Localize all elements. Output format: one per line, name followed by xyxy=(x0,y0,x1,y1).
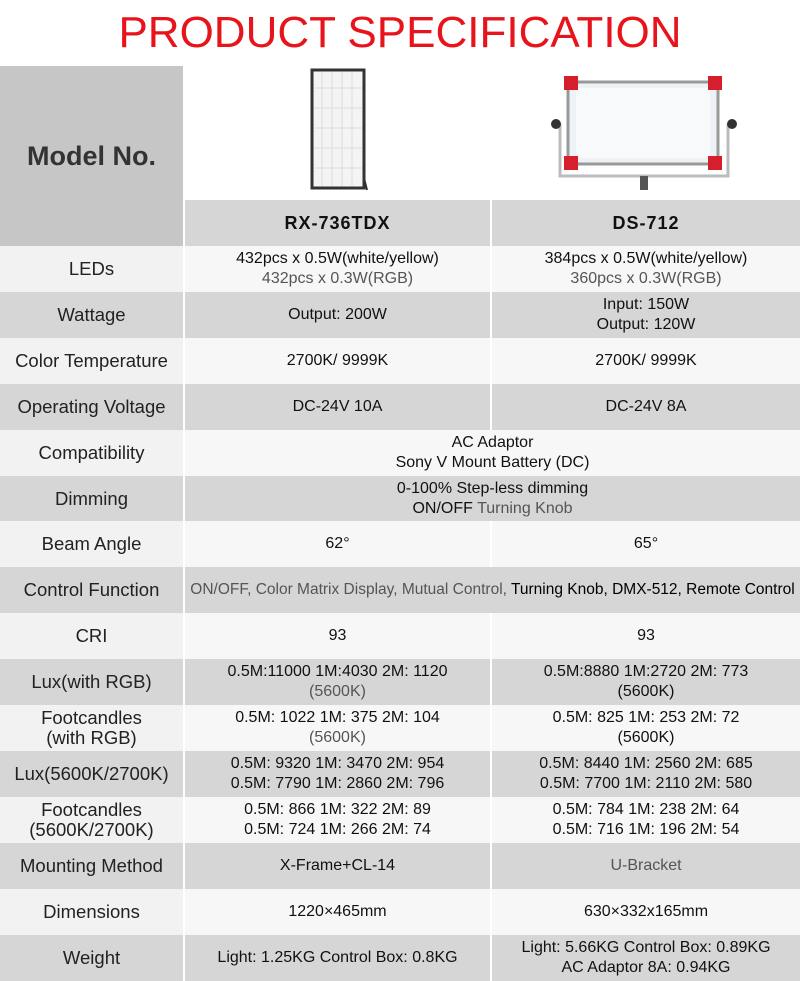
fc-rgb-ct: (5600K) xyxy=(617,729,675,746)
control-part-1: ON/OFF, Color Matrix Display, Mutual Control, xyxy=(190,581,507,598)
row-label-beam-angle: Beam Angle xyxy=(0,521,184,567)
table-row xyxy=(0,338,800,384)
lux-rgb-ds712 xyxy=(491,659,800,705)
dimming-value xyxy=(184,476,800,521)
row-label-mounting-method: Mounting Method xyxy=(0,843,184,889)
color-temp-ds712: 2700K/ 9999K xyxy=(491,338,800,384)
leds-value-2: 432pcs x 0.3W(RGB) xyxy=(261,270,414,287)
weight-light-box: Light: 5.66KG Control Box: 0.89KG xyxy=(521,939,771,956)
fc-2700k: 0.5M: 724 1M: 266 2M: 74 xyxy=(244,821,431,838)
weight-adaptor: AC Adaptor 8A: 0.94KG xyxy=(561,959,731,976)
product-image-ds712 xyxy=(491,66,800,200)
mounting-ds712: U-Bracket xyxy=(491,843,800,889)
row-label-dimensions: Dimensions xyxy=(0,889,184,935)
lux-rgb-values: 0.5M:8880 1M:2720 2M: 773 xyxy=(543,663,749,680)
fc-ct-rx736tdx xyxy=(184,797,491,843)
fc-5600k: 0.5M: 866 1M: 322 2M: 89 xyxy=(244,801,431,818)
table-row xyxy=(0,521,800,567)
table-row xyxy=(0,659,800,705)
dimming-line-1: 0-100% Step-less dimming xyxy=(396,479,589,497)
leds-ds712 xyxy=(491,246,800,292)
dimming-knob: Turning Knob xyxy=(477,499,573,517)
model-name-ds712: DS-712 xyxy=(491,200,800,246)
dimming-line-2 xyxy=(185,499,800,519)
control-function-value xyxy=(184,567,800,613)
row-label-compatibility: Compatibility xyxy=(0,430,184,476)
table-row xyxy=(0,797,800,843)
wattage-rx736tdx: Output: 200W xyxy=(184,292,491,338)
leds-value-2: 360pcs x 0.3W(RGB) xyxy=(570,270,722,287)
fc-rgb-rx736tdx xyxy=(184,705,491,751)
table-row xyxy=(0,246,800,292)
compat-line-1: AC Adaptor xyxy=(451,434,534,451)
table-row xyxy=(0,567,800,613)
model-image-row xyxy=(0,66,800,200)
voltage-rx736tdx: DC-24V 10A xyxy=(184,384,491,430)
lux-rgb-ct: (5600K) xyxy=(617,683,675,700)
cri-ds712: 93 xyxy=(491,613,800,659)
table-row xyxy=(0,843,800,889)
lux-rgb-ct: (5600K) xyxy=(309,683,366,700)
lux-rgb-rx736tdx xyxy=(184,659,491,705)
fc-ct-ds712 xyxy=(491,797,800,843)
leds-value-1: 432pcs x 0.5W(white/yellow) xyxy=(236,250,439,267)
lux-ct-rx736tdx xyxy=(184,751,491,797)
model-name-rx736tdx: RX-736TDX xyxy=(184,200,491,246)
cri-rx736tdx: 93 xyxy=(184,613,491,659)
weight-rx736tdx: Light: 1.25KG Control Box: 0.8KG xyxy=(184,935,491,981)
mounting-rx736tdx: X-Frame+CL-14 xyxy=(184,843,491,889)
table-row xyxy=(0,705,800,751)
row-label-cri: CRI xyxy=(0,613,184,659)
wattage-ds712 xyxy=(491,292,800,338)
fc-rgb-ct: (5600K) xyxy=(309,729,366,746)
lux-2700k: 0.5M: 7700 1M: 2110 2M: 580 xyxy=(539,775,753,792)
fc-2700k: 0.5M: 716 1M: 196 2M: 54 xyxy=(552,821,740,838)
fc-rgb-values: 0.5M: 825 1M: 253 2M: 72 xyxy=(552,709,740,726)
page-title: PRODUCT SPECIFICATION xyxy=(118,8,682,57)
table-row xyxy=(0,292,800,338)
spec-table xyxy=(0,66,800,981)
label-line-2: (5600K/2700K) xyxy=(29,819,154,840)
product-image-rx736tdx xyxy=(184,66,491,200)
dimensions-ds712: 630×332x165mm xyxy=(491,889,800,935)
color-temp-rx736tdx: 2700K/ 9999K xyxy=(184,338,491,384)
row-label-wattage: Wattage xyxy=(0,292,184,338)
label-line-2: (with RGB) xyxy=(46,727,137,748)
table-row xyxy=(0,889,800,935)
table-row xyxy=(0,384,800,430)
compat-line-2: Sony V Mount Battery (DC) xyxy=(395,454,590,471)
row-label-color-temperature: Color Temperature xyxy=(0,338,184,384)
row-label-footcandles-ct xyxy=(0,797,184,843)
dimming-onoff: ON/OFF xyxy=(412,499,473,517)
lux-5600k: 0.5M: 8440 1M: 2560 2M: 685 xyxy=(539,755,753,772)
lux-2700k: 0.5M: 7790 1M: 2860 2M: 796 xyxy=(230,775,445,792)
fc-rgb-ds712 xyxy=(491,705,800,751)
beam-rx736tdx: 62° xyxy=(184,521,491,567)
voltage-ds712: DC-24V 8A xyxy=(491,384,800,430)
row-label-operating-voltage: Operating Voltage xyxy=(0,384,184,430)
compatibility-value xyxy=(184,430,800,476)
flexible-panel-icon xyxy=(308,68,368,192)
weight-ds712 xyxy=(491,935,800,981)
dimensions-rx736tdx: 1220×465mm xyxy=(184,889,491,935)
wattage-output: Output: 120W xyxy=(596,316,696,333)
table-row xyxy=(0,613,800,659)
fc-rgb-values: 0.5M: 1022 1M: 375 2M: 104 xyxy=(235,709,440,726)
label-line-1: Footcandles xyxy=(41,799,142,820)
wattage-input: Input: 150W xyxy=(602,296,690,313)
control-part-2: Turning Knob, DMX-512, Remote Control xyxy=(510,581,795,598)
model-label: Model No. xyxy=(0,66,184,246)
led-panel-icon xyxy=(546,68,746,192)
leds-rx736tdx xyxy=(184,246,491,292)
table-row xyxy=(0,476,800,521)
table-row xyxy=(0,935,800,981)
row-label-weight: Weight xyxy=(0,935,184,981)
row-label-lux-ct: Lux(5600K/2700K) xyxy=(0,751,184,797)
lux-rgb-values: 0.5M:11000 1M:4030 2M: 1120 xyxy=(227,663,448,680)
row-label-leds: LEDs xyxy=(0,246,184,292)
row-label-dimming: Dimming xyxy=(0,476,184,521)
fc-5600k: 0.5M: 784 1M: 238 2M: 64 xyxy=(552,801,740,818)
lux-ct-ds712 xyxy=(491,751,800,797)
row-label-footcandles-rgb xyxy=(0,705,184,751)
row-label-lux-rgb: Lux(with RGB) xyxy=(0,659,184,705)
beam-ds712: 65° xyxy=(491,521,800,567)
row-label-control-function: Control Function xyxy=(0,567,184,613)
lux-5600k: 0.5M: 9320 1M: 3470 2M: 954 xyxy=(230,755,445,772)
table-row xyxy=(0,430,800,476)
table-row xyxy=(0,751,800,797)
label-line-1: Footcandles xyxy=(41,707,142,728)
leds-value-1: 384pcs x 0.5W(white/yellow) xyxy=(544,250,748,267)
